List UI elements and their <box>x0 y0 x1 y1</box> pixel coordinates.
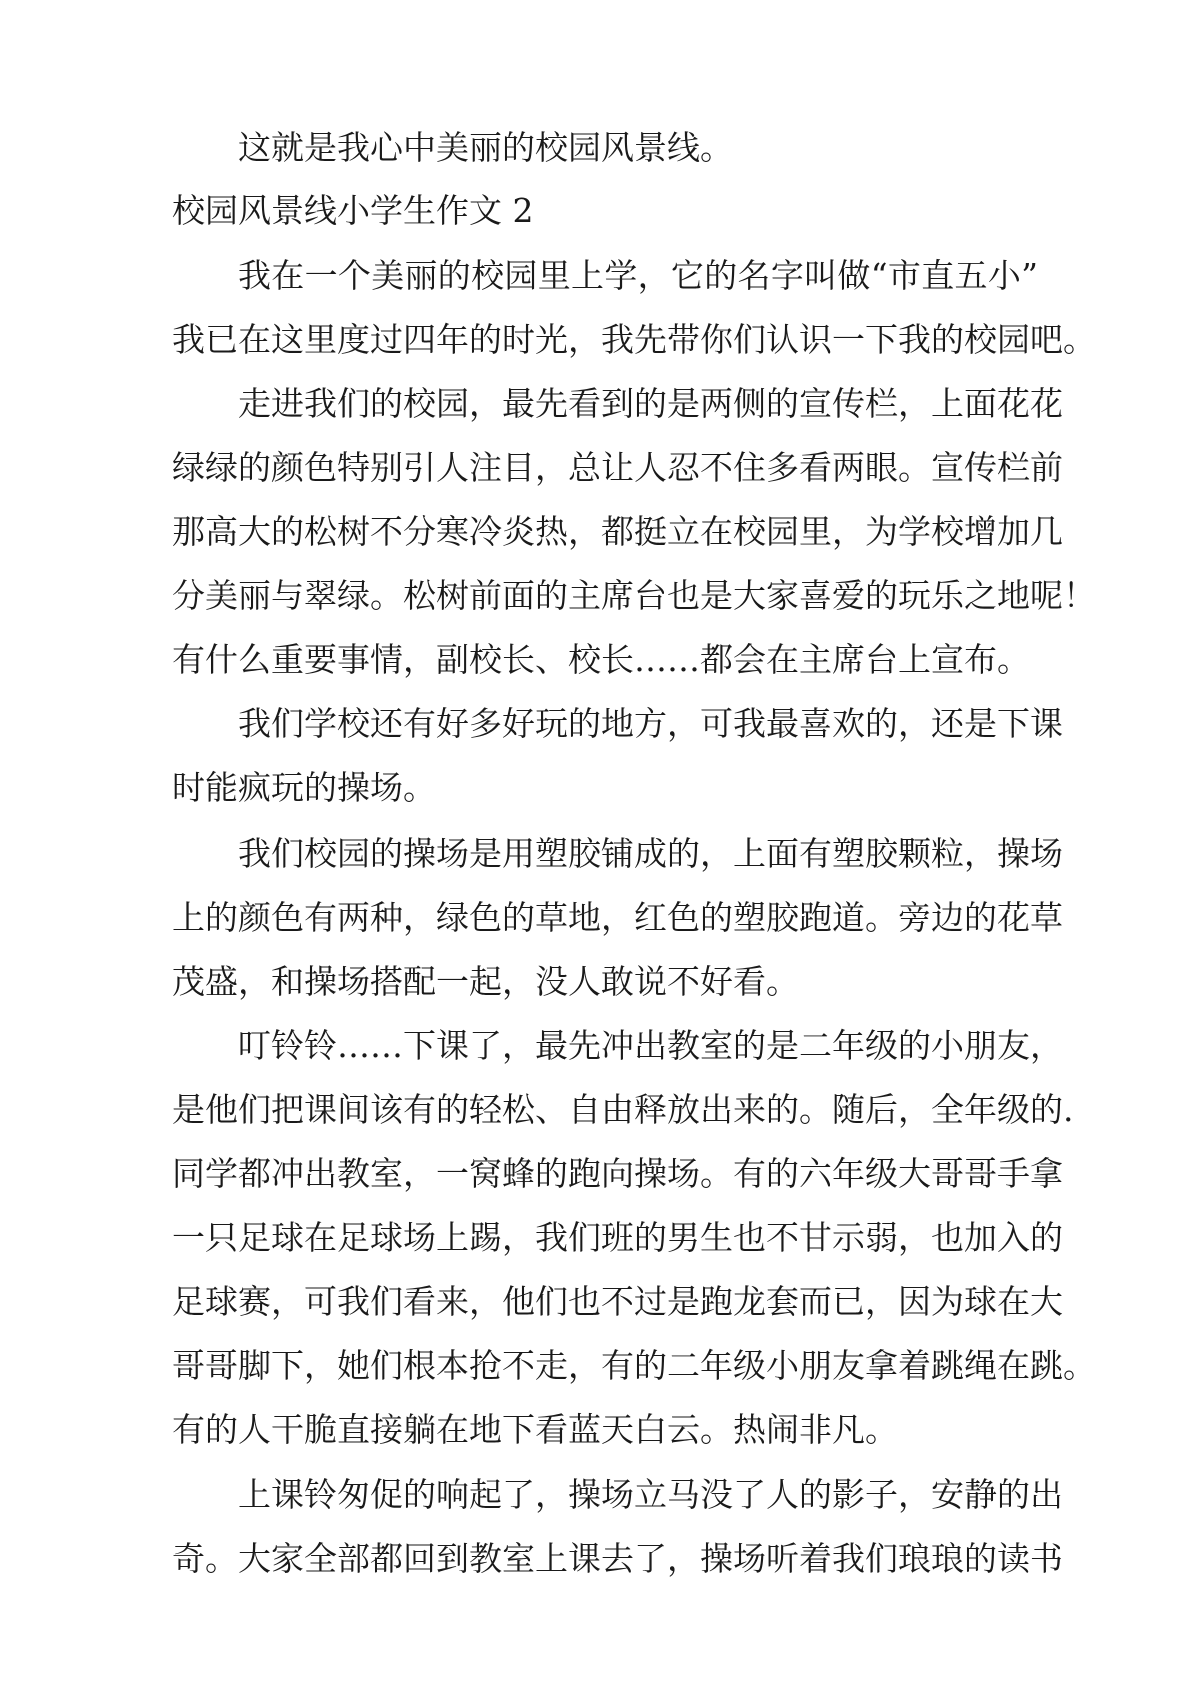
paragraph-5-line-5: 足球赛，可我们看来，他们也不过是跑龙套而已，因为球在大 <box>172 1282 1063 1321</box>
paragraph-6-line-1: 上课铃匆促的响起了，操场立马没了人的影子，安静的出 <box>238 1475 1063 1514</box>
paragraph-5-line-4: 一只足球在足球场上踢，我们班的男生也不甘示弱，也加入的 <box>172 1218 1063 1257</box>
paragraph-5-line-2: 是他们把课间该有的轻松、自由释放出来的。随后，全年级的. <box>172 1090 1074 1129</box>
paragraph-1-line-2: 我已在这里度过四年的时光，我先带你们认识一下我的校园吧。 <box>172 320 1096 359</box>
paragraph-4-line-1: 我们校园的操场是用塑胶铺成的，上面有塑胶颗粒，操场 <box>238 834 1063 873</box>
paragraph-5-line-3: 同学都冲出教室，一窝蜂的跑向操场。有的六年级大哥哥手拿 <box>172 1154 1063 1193</box>
essay-title: 校园风景线小学生作文 2 <box>172 191 534 230</box>
paragraph-2-line-1: 走进我们的校园，最先看到的是两侧的宣传栏，上面花花 <box>238 384 1063 423</box>
paragraph-2-line-5: 有什么重要事情，副校长、校长……都会在主席台上宣布。 <box>172 640 1030 679</box>
paragraph-5-line-1: 叮铃铃……下课了，最先冲出教室的是二年级的小朋友， <box>238 1026 1063 1065</box>
paragraph-3-line-2: 时能疯玩的操场。 <box>172 768 436 807</box>
paragraph-5-line-7: 有的人干脆直接躺在地下看蓝天白云。热闹非凡。 <box>172 1410 898 1449</box>
paragraph-6-line-2: 奇。大家全部都回到教室上课去了，操场听着我们琅琅的读书 <box>172 1539 1063 1578</box>
paragraph-2-line-4: 分美丽与翠绿。松树前面的主席台也是大家喜爱的玩乐之地呢！ <box>172 576 1096 615</box>
paragraph-4-line-2: 上的颜色有两种，绿色的草地，红色的塑胶跑道。旁边的花草 <box>172 898 1063 937</box>
paragraph-4-line-3: 茂盛，和操场搭配一起，没人敢说不好看。 <box>172 962 799 1001</box>
paragraph-2-line-2: 绿绿的颜色特别引人注目，总让人忍不住多看两眼。宣传栏前 <box>172 448 1063 487</box>
paragraph-2-line-3: 那高大的松树不分寒冷炎热，都挺立在校园里，为学校增加几 <box>172 512 1063 551</box>
paragraph-3-line-1: 我们学校还有好多好玩的地方，可我最喜欢的，还是下课 <box>238 704 1063 743</box>
paragraph-1-line-1: 我在一个美丽的校园里上学，它的名字叫做“市直五小” <box>238 256 1038 295</box>
paragraph-5-line-6: 哥哥脚下，她们根本抢不走，有的二年级小朋友拿着跳绳在跳。 <box>172 1346 1096 1385</box>
paragraph-closing-line: 这就是我心中美丽的校园风景线。 <box>238 128 733 167</box>
